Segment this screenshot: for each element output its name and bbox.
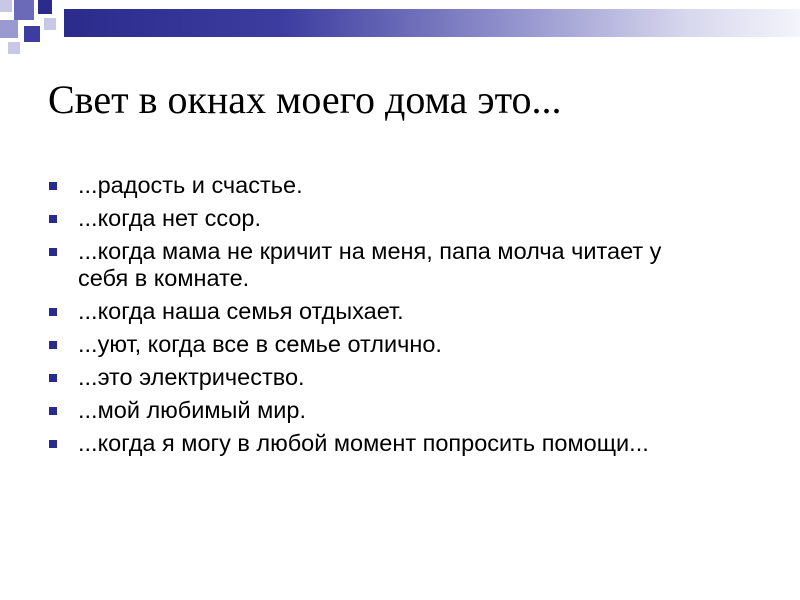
bullet-item — [0, 331, 718, 358]
bullet-text: ...когда наша семья отдыхает. — [78, 298, 404, 324]
decor-square-2 — [14, 0, 34, 20]
bullet-item — [0, 430, 718, 457]
bullet-list — [0, 172, 800, 463]
bullet-text: ...радость и счастье. — [78, 172, 303, 198]
decor-square-5 — [24, 26, 40, 42]
bullet-text: ...мой любимый мир. — [78, 397, 306, 423]
square-bullet-icon — [49, 248, 57, 256]
decor-square-3 — [38, 0, 52, 14]
bullet-item — [0, 238, 718, 292]
header-band — [64, 9, 800, 37]
bullet-text: ...это электричество. — [78, 364, 305, 390]
bullet-item — [0, 298, 718, 325]
decor-square-4 — [0, 20, 18, 38]
square-bullet-icon — [49, 215, 57, 223]
bullet-item — [0, 205, 718, 232]
square-bullet-icon — [49, 440, 57, 448]
decor-square-6 — [8, 42, 20, 54]
bullet-text: ...когда мама не кричит на меня, папа молча читает у себя в комнате. — [78, 238, 662, 291]
bullet-item — [0, 397, 718, 424]
bullet-item — [0, 364, 718, 391]
square-bullet-icon — [49, 374, 57, 382]
bullet-text: ...уют, когда все в семье отлично. — [78, 331, 442, 357]
decor-square-7 — [44, 18, 56, 30]
bullet-text: ...когда я могу в любой момент попросить помощи... — [78, 430, 649, 456]
square-bullet-icon — [49, 308, 57, 316]
slide-title: Свет в окнах моего дома это... — [48, 77, 562, 122]
bullet-item — [0, 172, 718, 199]
square-bullet-icon — [49, 407, 57, 415]
square-bullet-icon — [49, 341, 57, 349]
bullet-text: ...когда нет ссор. — [78, 205, 262, 231]
decor-square-1 — [0, 0, 12, 12]
square-bullet-icon — [49, 182, 57, 190]
